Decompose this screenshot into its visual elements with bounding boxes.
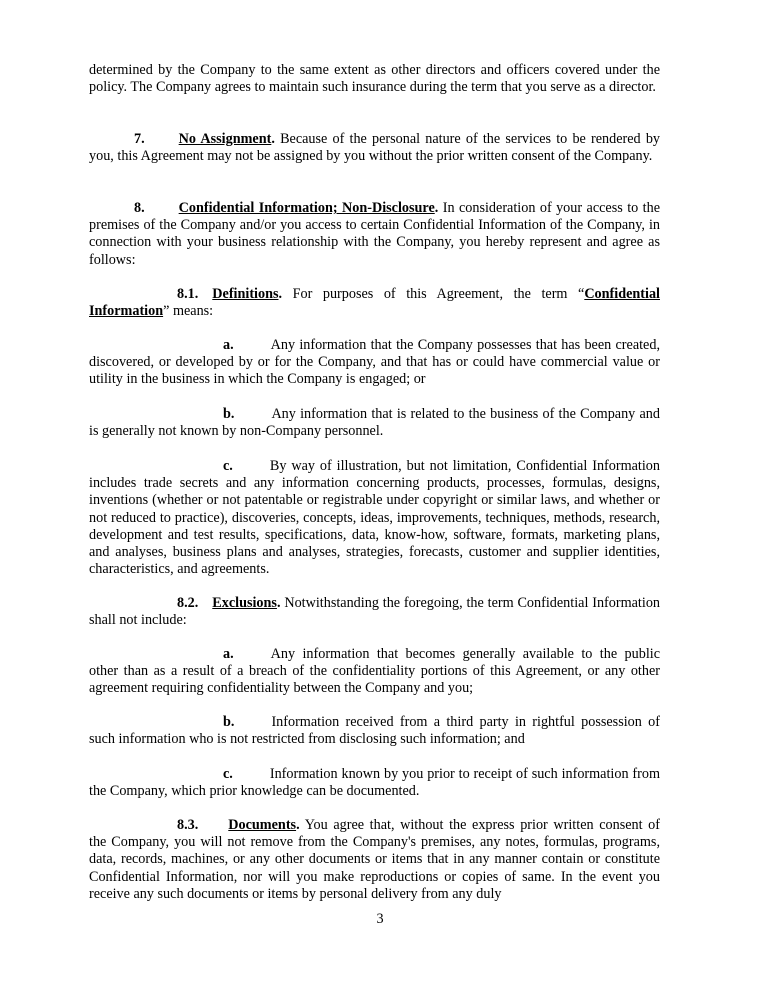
section-number: 8.1.	[177, 286, 199, 302]
clause-text: By way of illustration, but not limitation, Confidential Information includes trade secrets and any information concerning products, processes, formulas, designs, inventions (whether or not patentable or registrable under copyright or similar laws, and whether or not reduced to practice), discoveries, concepts, ideas, improvements, techniques, methods, research, development and test results, specifications, data, know-how, software, formats, marketing plans, and analyses, business plans and analyses, strategies, forecasts, customer and supplier identities, characteristics, and agreements.	[89, 458, 660, 578]
page-number: 3	[376, 911, 384, 927]
clause-letter: c.	[223, 766, 233, 782]
section-8-1-definitions: 8.1. Definitions. For purposes of this Agreement, the term “Confidential Information” means:	[89, 286, 660, 320]
clause-letter: b.	[223, 406, 235, 422]
section-text: For purposes of this Agreement, the term “	[292, 286, 585, 302]
clause-text: Any information that the Company possesses that has been created, discovered, or developed by or for the Company, and that has or could have commercial value or utility in the business in which the Company is engaged; or	[89, 337, 660, 388]
paragraph-text: determined by the Company to the same extent as other directors and officers covered under the policy. The Company agrees to maintain such insurance during the term that you serve as a director.	[89, 62, 660, 96]
section-8-3-documents: 8.3. Documents. You agree that, without the express prior written consent of the Company, you will not remove from the Company's premises, any notes, formulas, programs, data, records, machines, or any other documents or items that in any manner contain or constitute Confidential Information, nor will you make reproductions or copies of same. In the event you receive any such documents or items by personal delivery from any duly	[89, 817, 660, 902]
clause-8-2-c	[89, 766, 660, 800]
clause-8-2-b	[89, 714, 660, 748]
clause-8-1-a	[89, 337, 660, 389]
clause-text: Information received from a third party in rightful possession of such information who is not restricted from disclosing such information; and	[89, 714, 660, 748]
section-heading: No Assignment	[178, 131, 272, 147]
clause-8-1-b	[89, 406, 660, 440]
clause-text: Information known by you prior to receipt of such information from the Company, which prior knowledge can be documented.	[89, 766, 660, 800]
section-heading: Documents	[228, 817, 297, 833]
section-number: 8.3.	[177, 817, 199, 833]
section-7-no-assignment: 7. No Assignment. Because of the personal nature of the services to be rendered by you, this Agreement may not be assigned by you without the prior written consent of the Company.	[89, 131, 661, 165]
section-text: You agree that, without the express prior written consent of the Company, you will not remove from the Company's premises, any notes, formulas, programs, data, records, machines, or any other documents or items that in any manner contain or constitute Confidential Information, nor will you make reproductions or copies of same. In the event you receive any such documents or items by personal delivery from any duly	[89, 817, 660, 902]
section-8-2-exclusions: 8.2. Exclusions. Notwithstanding the foregoing, the term Confidential Information shall not include:	[89, 595, 661, 629]
section-text: In consideration of your access to the premises of the Company and/or you access to certain Confidential Information of the Company, in connection with your business relationship with the Company, you hereby represent and agree as follows:	[89, 200, 660, 268]
paragraph-insurance-continued	[89, 62, 660, 96]
clause-letter: b.	[223, 714, 235, 730]
section-text-end: ” means:	[163, 303, 214, 320]
section-number: 8.	[134, 200, 145, 216]
section-heading: Confidential Information; Non-Disclosure	[178, 200, 435, 216]
clause-letter: a.	[223, 337, 234, 353]
clause-8-1-c	[89, 458, 660, 578]
section-heading: Definitions	[212, 286, 279, 302]
section-text: Because of the personal nature of the services to be rendered by you, this Agreement may not be assigned by you without the prior written consent of the Company.	[89, 131, 661, 165]
clause-text: Any information that becomes generally available to the public other than as a result of a breach of the confidentiality portions of this Agreement, or any other agreement requiring confidentiality between the Company and you;	[89, 646, 660, 697]
clause-letter: c.	[223, 458, 233, 474]
section-8-confidential-information: 8. Confidential Information; Non-Disclosure. In consideration of your access to the premises of the Company and/or you access to certain Confidential Information of the Company, in connection with your business relationship with the Company, you hereby represent and agree as follows:	[89, 200, 660, 268]
clause-text: Any information that is related to the business of the Company and is generally not known by non-Company personnel.	[89, 406, 660, 440]
clause-letter: a.	[223, 646, 234, 662]
section-heading: Exclusions	[212, 595, 277, 611]
defined-term: Confidential Information	[89, 286, 660, 320]
clause-8-2-a	[89, 646, 660, 698]
section-text: Notwithstanding the foregoing, the term Confidential Information shall not include:	[89, 595, 661, 629]
section-number: 8.2.	[177, 595, 199, 611]
section-number: 7.	[134, 131, 145, 147]
